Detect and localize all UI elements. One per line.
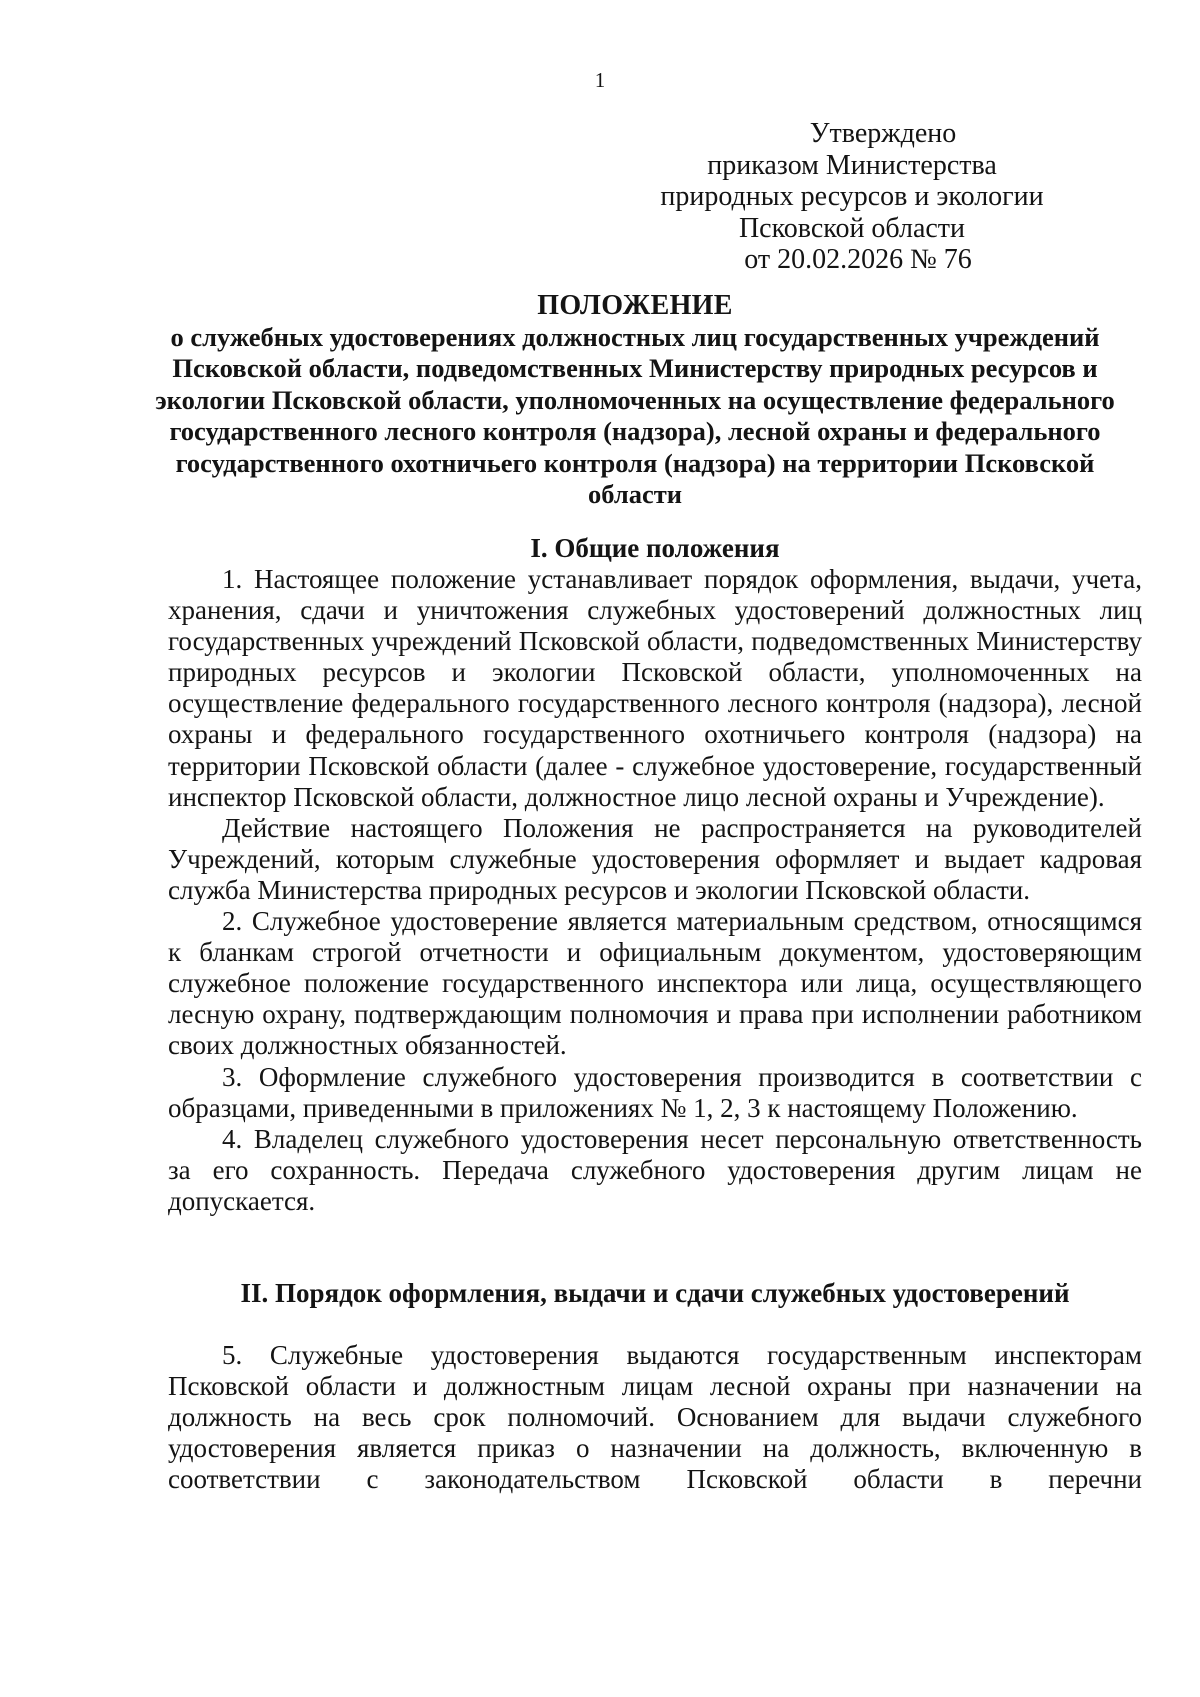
paragraph: 1. Настоящее положение устанавливает порядок оформления, выдачи, учета, хранения, сдачи и уничтожения служебных удостоверений должностных лиц государственных учреждений Псковской области, подведомственных Министерству природных ресурсов и экологии Псковской области, уполномоченных на осуществление федерального государственного лесного контроля (надзора), лесной охраны и федерального государственного охотничьего контроля (надзора) на территории Псковской области (далее - служебное удостоверение, государственный инспектор Псковской области, должностное лицо лесной охраны и Учреждение). [168,564,1142,812]
approval-line-region: Псковской области [738,212,966,244]
paragraph: 4. Владелец служебного удостоверения несет персональную ответственность за его сохранность. Передача служебного удостоверения другим лицам не допускается. [168,1123,1142,1216]
document-subtitle: о служебных удостоверениях должностных лиц государственных учреждений Псковской области, подведомственных Министерству природных ресурсов и экологии Псковской области, уполномоченных на осуществление федерального государственного лесного контроля (надзора), лесной охраны и федерального государственного охотничьего контроля (надзора) на территории Псковской области [155,321,1115,509]
section-issuance-procedure [168,1278,1142,1495]
approval-line-approved: Утверждено [809,118,957,149]
paragraph: 5. Служебные удостоверения выдаются государственным инспекторам Псковской области и должностным лицам лесной охраны при назначении на должность на весь срок полномочий. Основанием для выдачи служебного удостоверения является приказ о назначении на должность, включенную в соответствии с законодательством Псковской области в перечни [168,1340,1142,1495]
document-title-block [150,290,1120,511]
approval-line-ministry: природных ресурсов и экологии [660,181,1044,212]
approval-line-order: приказом Министерства [707,149,997,181]
approval-stamp-block [642,118,1062,276]
page-number: 1 [594,68,606,92]
approval-line-date-number: от 20.02.2026 № 76 [744,244,972,275]
paragraph: 2. Служебное удостоверение является материальным средством, относящимся к бланкам строгой отчетности и официальным документом, удостоверяющим служебное положение государственного инспектора или лица, осуществляющего лесную охрану, подтверждающим полномочия и права при исполнении работником своих должностных обязанностей. [168,906,1142,1061]
section-heading: I. Общие положения [530,533,780,563]
section-heading: II. Порядок оформления, выдачи и сдачи служебных удостоверений [240,1278,1070,1308]
section-general-provisions [168,533,1142,1217]
document-title: ПОЛОЖЕНИЕ [537,290,733,321]
paragraph: Действие настоящего Положения не распространяется на руководителей Учреждений, которым служебные удостоверения оформляет и выдает кадровая служба Министерства природных ресурсов и экологии Псковской области. [168,812,1142,905]
paragraph: 3. Оформление служебного удостоверения производится в соответствии с образцами, приведенными в приложениях № 1, 2, 3 к настоящему Положению. [168,1061,1142,1123]
